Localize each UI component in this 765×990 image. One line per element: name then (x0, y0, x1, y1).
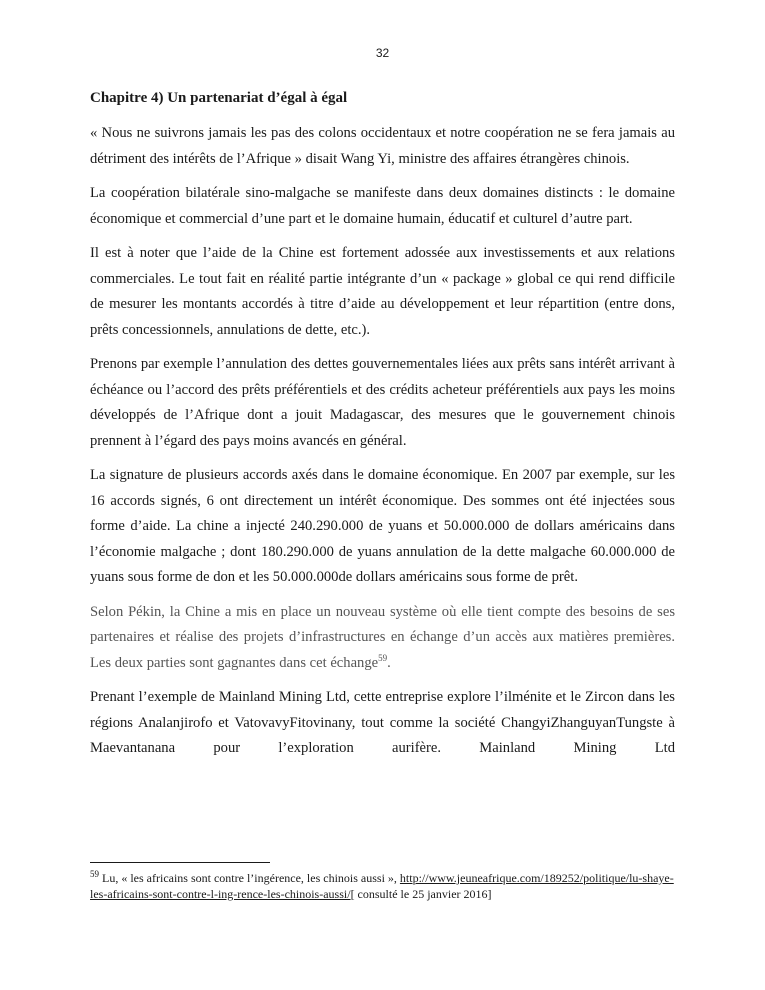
chapter-title: Chapitre 4) Un partenariat d’égal à égal (90, 90, 348, 106)
paragraph-mining: Prenant l’exemple de Mainland Mining Ltd, cette entreprise explore l’ilménite et le Zircon dans les régions Analanjirofo et VatovavyFitovinany, tout comme la société ChangyiZhanguyanTungste à Maevantanana pour l’exploration aurifère. Mainland Mining Ltd (90, 689, 675, 756)
paragraph-aid: Il est à noter que l’aide de la Chine est fortement adossée aux investissements et aux relations commerciales. Le tout fait en réalité partie intégrante d’un « package » global ce qui rend difficile de mesurer les montants accordés à titre d’aide au développement et leur répartition (entre dons, prêts concessionnels, annulations de dette, etc.). (90, 245, 675, 338)
paragraph-beijing: Selon Pékin, la Chine a mis en place un nouveau système où elle tient compte des besoins de ses partenaires et réalise des projets d’infrastructures en échange d’un accès aux matières premières. Les deux parties sont gagnantes dans cet échange$^{59}$. (90, 603, 675, 671)
paragraph-beijing-text: Selon Pékin, la Chine a mis en place un nouveau système où elle tient compte des besoins de ses partenaires et réalise des projets d’infrastructures en échange d’un accès aux matières premières. Les deux parties sont gagnantes dans cet échange (90, 603, 675, 671)
footnote-separator (90, 862, 270, 863)
paragraph-debt: Prenons par exemple l’annulation des dettes gouvernementales liées aux prêts sans intérêt arrivant à échéance ou l’accord des prêts préférentiels et des crédits acheteur préférentiels aux pays les moins développés de l’Afrique dont a jouit Madagascar, des mesures que le gouvernement chinois prennent à l’égard des pays moins avancés en général. (90, 356, 675, 449)
footnote-number: 59 (90, 869, 99, 879)
footnote (90, 870, 675, 902)
page-body (90, 88, 675, 771)
footnote-ref[interactable]: 59 (378, 652, 388, 663)
footnote-text: Lu, « les africains sont contre l’ingérence, les chinois aussi », (99, 871, 400, 885)
paragraph-quote: « Nous ne suivrons jamais les pas des colons occidentaux et notre coopération ne se fera jamais au détriment des intérêts de l’Afrique » disait Wang Yi, ministre des affaires étrangères chinois. (90, 125, 675, 167)
paragraph-agreements: La signature de plusieurs accords axés dans le domaine économique. En 2007 par exemple, sur les 16 accords signés, 6 ont directement un intérêt économique. Des sommes ont été injectées sous forme d’aide. La chine a injecté 240.290.000 de yuans et 50.000.000 de dollars américains dans l’économie malgache ; dont 180.290.000 de yuans annulation de la dette malgache 60.000.000 de yuans sous forme de don et les 50.000.000de dollars américains sous forme de prêt. (90, 467, 675, 585)
page-number: 32 (375, 46, 390, 60)
paragraph-cooperation: La coopération bilatérale sino-malgache se manifeste dans deux domaines distincts : le domaine économique et commercial d’une part et le domaine humain, éducatif et culturel d’autre part. (90, 185, 675, 227)
footnote-consulted: [ consulté le 25 janvier 2016] (350, 887, 492, 901)
footnote-link[interactable]: http://www.jeuneafrique.com/189252/politique/lu-shaye-les-africains-sont-contre-l-ing-rence-les-chinois-aussi/ (90, 871, 674, 901)
